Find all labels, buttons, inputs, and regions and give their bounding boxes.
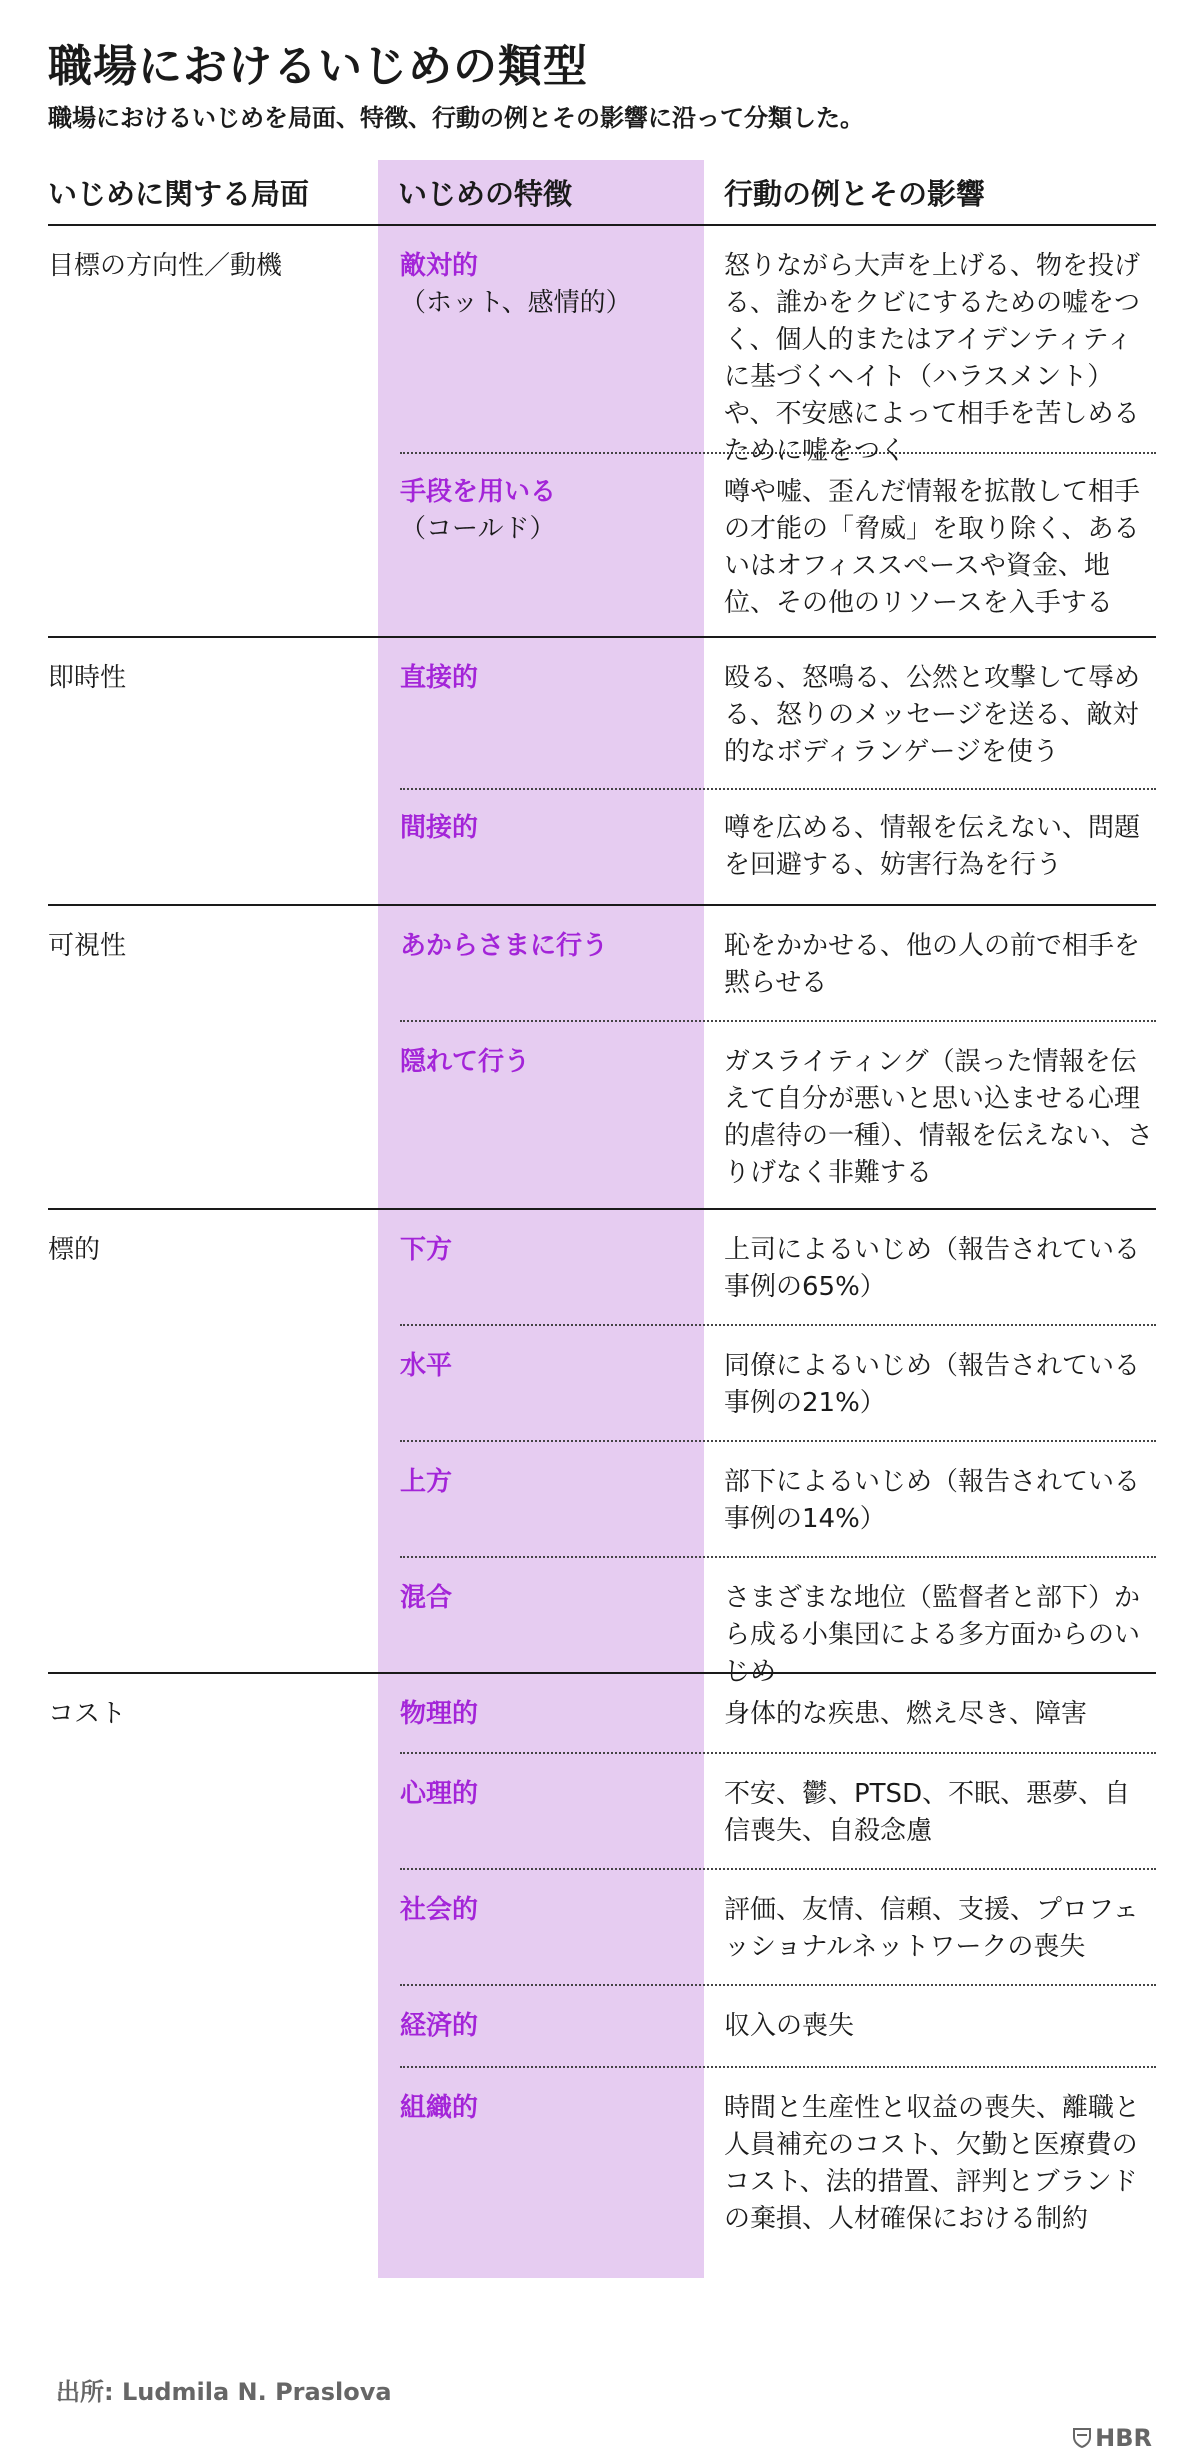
header-feature: いじめの特徴 [398, 177, 573, 211]
example-text: 噂や嘘、歪んだ情報を拡散して相手の才能の「脅威」を取り除く、あるいはオフィススペースや資金、地位、その他のリソースを入手する [724, 477, 1141, 618]
feature-cell [400, 1232, 452, 1269]
row-divider [400, 1324, 1156, 1326]
aspect-label: コスト [48, 1699, 127, 1729]
example-text: 殴る、怒鳴る、公然と攻撃して辱める、怒りのメッセージを送る、敵対的なボディランゲージを使う [724, 663, 1141, 767]
example-text: 怒りながら大声を上げる、物を投げる、誰かをクビにするための嘘をつく、個人的またはアイデンティティに基づくヘイト（ハラスメント）や、不安感によって相手を苦しめるために嘘をつく [724, 251, 1141, 466]
example-text: 部下によるいじめ（報告されている事例の14%） [724, 1467, 1141, 1534]
feature-cell [400, 2090, 478, 2127]
feature-name: 心理的 [400, 1779, 479, 1809]
example-text: さまざまな地位（監督者と部下）から成る小集団による多方面からのいじめ [724, 1583, 1141, 1687]
feature-cell [400, 1892, 478, 1929]
example-text: 不安、鬱、PTSD、不眠、悪夢、自信喪失、自殺念慮 [724, 1779, 1131, 1846]
feature-name: 直接的 [400, 663, 479, 693]
feature-name: 混合 [400, 1583, 453, 1613]
row-divider [400, 2066, 1156, 2068]
feature-cell [400, 1776, 478, 1813]
feature-cell [400, 474, 556, 548]
feature-cell [400, 1464, 452, 1501]
row-divider [400, 788, 1156, 790]
feature-note: （ホット、感情的） [400, 288, 632, 318]
feature-name: あからさまに行う [400, 931, 609, 961]
row-divider [400, 1984, 1156, 1986]
example-text: ガスライティング（誤った情報を伝えて自分が悪いと思い込ませる心理的虐待の一種）、情報を伝えない、さりげなく非難する [724, 1047, 1154, 1188]
header-aspect: いじめに関する局面 [48, 177, 310, 211]
example-text: 恥をかかせる、他の人の前で相手を黙らせる [724, 931, 1141, 998]
feature-cell [400, 660, 478, 697]
aspect-label: 標的 [48, 1235, 101, 1265]
feature-name: 手段を用いる [400, 477, 557, 507]
page-title: 職場におけるいじめの類型 [48, 41, 588, 92]
feature-name: 隠れて行う [400, 1047, 531, 1077]
row-divider [400, 1020, 1156, 1022]
feature-name: 間接的 [400, 813, 479, 843]
feature-cell [400, 1348, 452, 1385]
hbr-logo [1073, 2424, 1152, 2452]
header-example: 行動の例とその影響 [724, 177, 986, 211]
example-text: 評価、友情、信頼、支援、プロフェッショナルネットワークの喪失 [724, 1895, 1139, 1962]
group-divider [48, 904, 1156, 906]
page-subtitle: 職場におけるいじめを局面、特徴、行動の例とその影響に沿って分類した。 [48, 104, 864, 132]
feature-cell [400, 2008, 478, 2045]
group-divider [48, 636, 1156, 638]
feature-cell [400, 248, 632, 322]
logo-text: HBR [1095, 2424, 1152, 2452]
feature-name: 組織的 [400, 2093, 479, 2123]
feature-name: 上方 [400, 1467, 453, 1497]
source-credit: 出所: Ludmila N. Praslova [56, 2378, 392, 2406]
aspect-label: 即時性 [48, 663, 127, 693]
feature-cell [400, 810, 478, 847]
feature-name: 社会的 [400, 1895, 479, 1925]
row-divider [400, 1556, 1156, 1558]
feature-name: 経済的 [400, 2011, 479, 2041]
example-text: 時間と生産性と収益の喪失、離職と人員補充のコスト、欠勤と医療費のコスト、法的措置、評判とブランドの棄損、人材確保における制約 [724, 2093, 1141, 2234]
feature-name: 下方 [400, 1235, 453, 1265]
feature-cell [400, 1696, 478, 1733]
feature-cell [400, 928, 608, 965]
header-divider [48, 224, 1156, 226]
aspect-label: 可視性 [48, 931, 127, 961]
group-divider [48, 1208, 1156, 1210]
shield-icon [1073, 2428, 1091, 2448]
example-text: 同僚によるいじめ（報告されている事例の21%） [724, 1351, 1141, 1418]
feature-note: （コールド） [400, 514, 556, 544]
feature-cell [400, 1044, 530, 1081]
example-text: 収入の喪失 [724, 2011, 855, 2041]
row-divider [400, 1868, 1156, 1870]
example-text: 噂を広める、情報を伝えない、問題を回避する、妨害行為を行う [724, 813, 1141, 880]
row-divider [400, 1752, 1156, 1754]
feature-name: 物理的 [400, 1699, 479, 1729]
aspect-label: 目標の方向性／動機 [48, 251, 283, 281]
feature-name: 水平 [400, 1351, 453, 1381]
row-divider [400, 1440, 1156, 1442]
example-text: 身体的な疾患、燃え尽き、障害 [724, 1699, 1087, 1729]
example-text: 上司によるいじめ（報告されている事例の65%） [724, 1235, 1141, 1302]
feature-name: 敵対的 [400, 251, 479, 281]
feature-cell [400, 1580, 452, 1617]
